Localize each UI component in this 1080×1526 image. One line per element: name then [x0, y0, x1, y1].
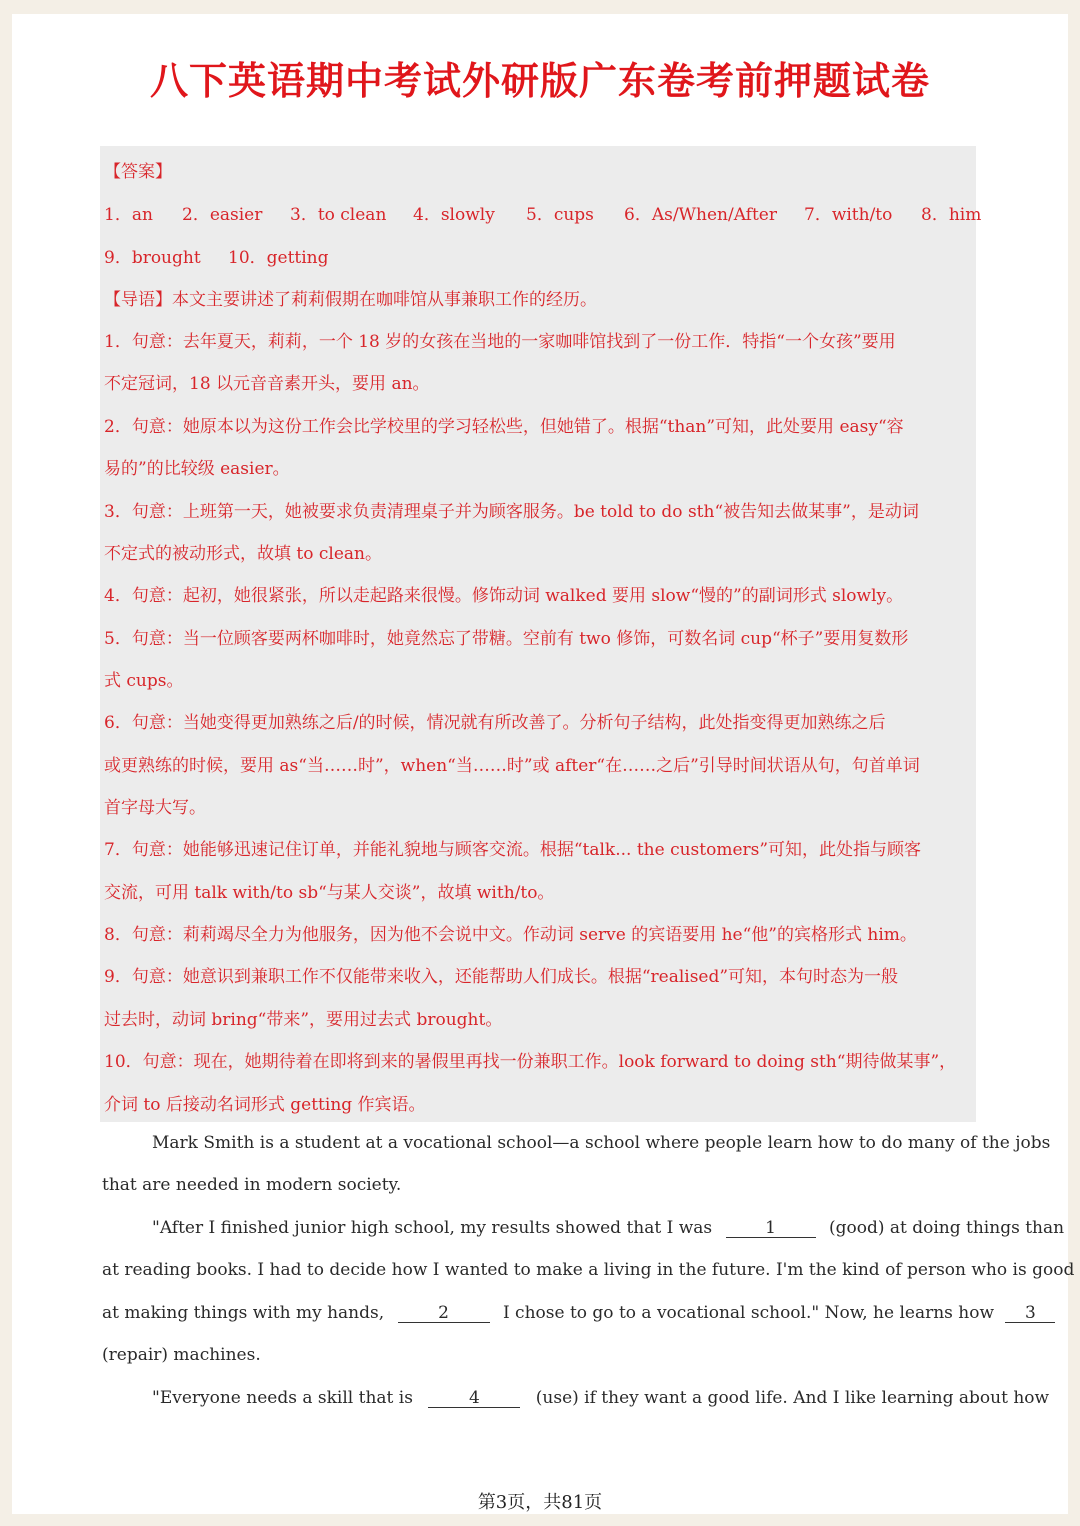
explanation-line: 3．句意：上班第一天，她被要求负责清理桌子并为顾客服务。be told to do sth“被告知去做某事”，是动词 — [104, 502, 919, 522]
explanation-line: 8．句意：莉莉竭尽全力为他服务，因为他不会说中文。作动词 serve 的宾语要用 he“他”的宾格形式 him。 — [104, 925, 917, 945]
answer-1: 1．an — [104, 205, 153, 225]
passage-line: Mark Smith is a student at a vocational school—a school where people learn how to do many of the jobs — [152, 1133, 1051, 1153]
explanation-line: 式 cups。 — [104, 671, 184, 691]
passage-line — [152, 1218, 1064, 1238]
passage-text: "Everyone needs a skill that is — [152, 1388, 413, 1408]
explanation-line: 1．句意：去年夏天，莉莉，一个 18 岁的女孩在当地的一家咖啡馆找到了一份工作．特指“一个女孩”要用 — [104, 332, 896, 352]
passage-line — [102, 1303, 1055, 1323]
passage-text: (good) at doing things than — [828, 1218, 1065, 1238]
answer-5: 5．cups — [526, 205, 594, 225]
explanation-line: 易的”的比较级 easier。 — [104, 459, 290, 479]
explanation-line: 或更熟练的时候，要用 as“当……时”，when“当……时”或 after“在……之后”引导时间状语从句，句首单词 — [104, 756, 920, 776]
explanation-line: 首字母大写。 — [104, 798, 206, 818]
answer-3: 3．to clean — [290, 205, 387, 225]
passage-line — [152, 1388, 1049, 1408]
explanation-line: 介词 to 后接动名词形式 getting 作宾语。 — [104, 1095, 426, 1115]
page-number: 第3页，共81页 — [477, 1492, 603, 1513]
passage-line: at reading books. I had to decide how I wanted to make a living in the future. I'm the kind of person who is good — [102, 1260, 1075, 1280]
answer-9: 9．brought — [104, 248, 201, 268]
explanation-line: 【导语】本文主要讲述了莉莉假期在咖啡馆从事兼职工作的经历。 — [104, 290, 597, 310]
explanation-line: 2．句意：她原本以为这份工作会比学校里的学习轻松些，但她错了。根据“than”可知，此处要用 easy“容 — [104, 417, 904, 437]
page-title: 八下英语期中考试外研版广东卷考前押题试卷 — [149, 59, 930, 103]
answer-6: 6．As/When/After — [624, 205, 777, 225]
explanation-line: 不定冠词，18 以元音音素开头，要用 an。 — [104, 374, 430, 394]
blank-3[interactable]: 3 — [1005, 1304, 1055, 1323]
answer-8: 8．him — [921, 205, 982, 225]
explanation-line: 7．句意：她能够迅速记住订单，并能礼貌地与顾客交流。根据“talk... the customers”可知，此处指与顾客 — [104, 840, 922, 860]
explanation-line: 6．句意：当她变得更加熟练之后/的时候，情况就有所改善了。分析句子结构，此处指变得更加熟练之后 — [104, 713, 886, 733]
explanation-line: 交流，可用 talk with/to sb“与某人交谈”，故填 with/to。 — [104, 883, 555, 903]
passage-text: I chose to go to a vocational school." Now, he learns how — [502, 1303, 995, 1323]
passage-text: "After I finished junior high school, my results showed that I was — [152, 1218, 713, 1238]
answer-10: 10．getting — [228, 248, 329, 268]
answer-header: 【答案】 — [104, 162, 172, 182]
explanation-line: 9．句意：她意识到兼职工作不仅能带来收入，还能帮助人们成长。根据“realised”可知，本句时态为一般 — [104, 967, 899, 987]
explanation-line: 4．句意：起初，她很紧张，所以走起路来很慢。修饰动词 walked 要用 slow“慢的”的副词形式 slowly。 — [104, 586, 904, 606]
explanation-line: 10．句意：现在，她期待着在即将到来的暑假里再找一份兼职工作。look forward to doing sth“期待做某事”， — [104, 1052, 957, 1072]
passage-text: at making things with my hands, — [102, 1303, 385, 1323]
explanation-line: 过去时，动词 bring“带来”，要用过去式 brought。 — [104, 1010, 503, 1030]
passage-line: that are needed in modern society. — [102, 1175, 402, 1195]
blank-4[interactable]: 4 — [428, 1389, 520, 1408]
explanation-line: 5．句意：当一位顾客要两杯咖啡时，她竟然忘了带糖。空前有 two 修饰，可数名词 cup“杯子”要用复数形 — [104, 629, 909, 649]
answer-2: 2．easier — [182, 205, 263, 225]
explanation-line: 不定式的被动形式，故填 to clean。 — [104, 544, 382, 564]
passage-line: (repair) machines. — [102, 1345, 261, 1365]
passage-text: (use) if they want a good life. And I like learning about how — [535, 1388, 1050, 1408]
answer-7: 7．with/to — [804, 205, 893, 225]
blank-1[interactable]: 1 — [726, 1219, 816, 1238]
answer-4: 4．slowly — [413, 205, 495, 225]
blank-2[interactable]: 2 — [398, 1304, 490, 1323]
